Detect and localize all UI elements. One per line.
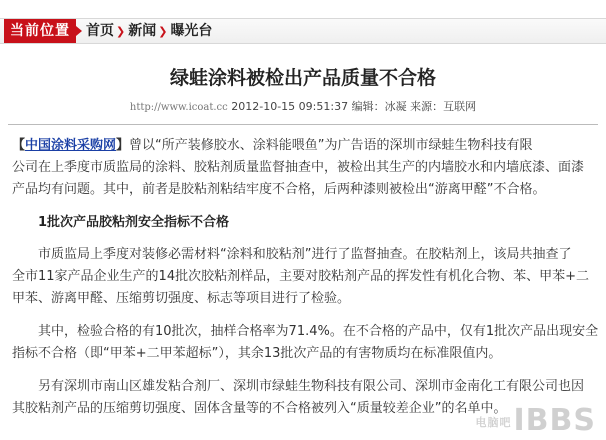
source-label: 来源：互联网 (410, 100, 477, 113)
breadcrumb-trail (86, 19, 212, 43)
current-location-tag: 当前位置 (4, 19, 76, 43)
section-heading: 1批次产品胶粘剂安全指标不合格 (38, 215, 230, 230)
site-url[interactable]: http://www.icoat.cc (129, 102, 228, 113)
breadcrumb-exposure-link[interactable]: 曝光台 (170, 23, 213, 39)
paragraph-line: 产品均有问题。其中，前者是胶粘剂粘结牢度不合格，后两种漆则被检出“游离甲醛”不合格。 (12, 182, 546, 197)
paragraph-3 (12, 321, 599, 365)
paragraph-line: 【中国涂料采购网】曾以“所产装修胶水、涂料能喂鱼”为广告语的深圳市绿蛙生物科技有限 (12, 138, 533, 153)
chevron-right-icon: ❯ (116, 25, 126, 38)
paragraph-line: 指标不合格（即“甲苯+二甲苯超标”），其余13批次产品的有害物质均在标准限值内。 (12, 346, 502, 361)
source-tag: 【中国涂料采购网】 (12, 138, 130, 153)
publish-datetime: 2012-10-15 09:51:37 (231, 100, 349, 113)
paragraph-line: 其中，检验合格的有10批次，抽样合格率为71.4%。在不合格的产品中，仅有1批次产品出现安全 (38, 324, 599, 339)
paragraph-1 (12, 135, 594, 201)
title-divider (8, 124, 598, 125)
paragraph-line: 市质监局上季度对装修必需材料“涂料和胶粘剂”进行了监督抽查。在胶粘剂上，该局共抽查了 (38, 247, 572, 262)
paragraph-line: 全市11家产品企业生产的14批次胶粘剂样品，主要对胶粘剂产品的挥发性有机化合物、苯、甲苯+二 (12, 269, 589, 284)
article-title: 绿蛙涂料被检出产品质量不合格 (169, 67, 436, 89)
paragraph-line: 另有深圳市南山区雄发粘合剂厂、深圳市绿蛙生物科技有限公司、深圳市金南化工有限公司也因 (38, 379, 585, 394)
breadcrumb (0, 18, 606, 44)
watermark-logo: 电脑吧IBBS (475, 403, 596, 438)
paragraph-line: 公司在上季度市质监局的涂料、胶粘剂质量监督抽查中，被检出其生产的内墙胶水和内墙底漆、面漆 (12, 160, 585, 175)
article-meta (0, 98, 606, 114)
breadcrumb-news-link[interactable]: 新闻 (128, 23, 157, 39)
editor-label: 编辑：冰凝 (351, 100, 407, 113)
source-link[interactable]: 中国涂料采购网 (25, 138, 117, 153)
breadcrumb-home-link[interactable]: 首页 (86, 23, 114, 39)
paragraph-line: 其胶粘剂产品的压缩剪切强度、固体含量等的不合格被列入“质量较差企业”的名单中。 (12, 401, 507, 416)
chevron-right-icon: ❯ (158, 25, 168, 38)
paragraph-line: 甲苯、游离甲醛、压缩剪切强度、标志等项目进行了检验。 (12, 291, 351, 306)
article-body (12, 135, 599, 431)
paragraph-2 (12, 244, 594, 310)
